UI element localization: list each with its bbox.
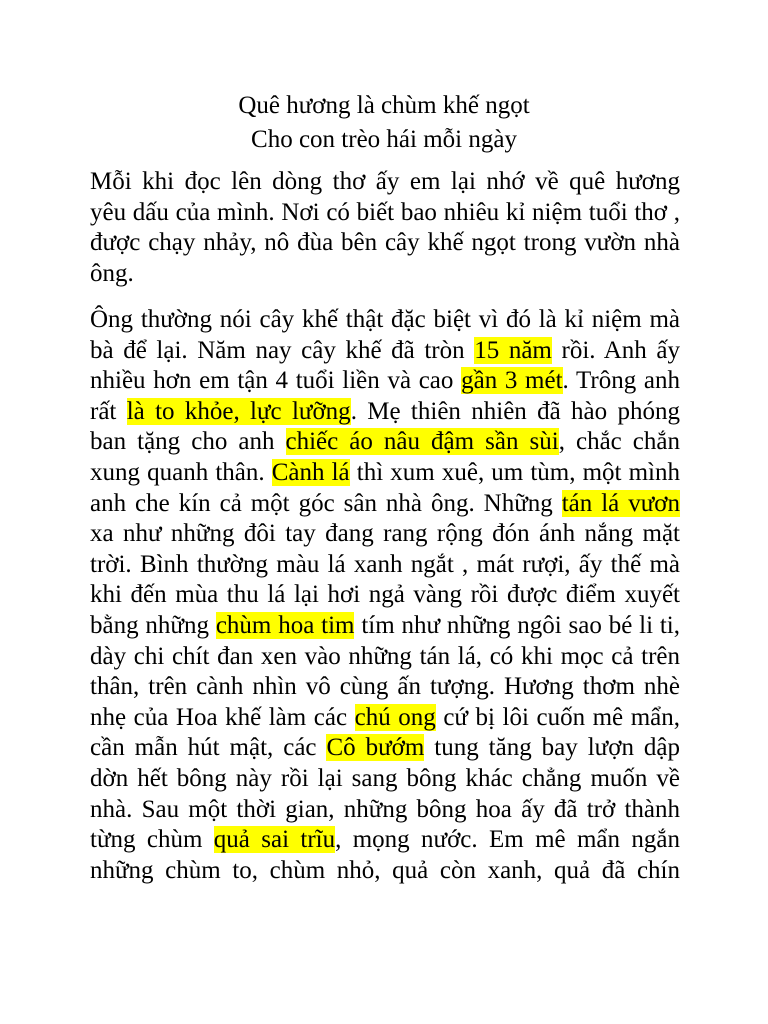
text-line	[90, 259, 680, 290]
text-line	[90, 519, 680, 550]
text-run: tím như những ngôi sao bé li ti,	[354, 611, 680, 639]
text-run: khi đến mùa thu lá lại hơi ngả vàng rồi được điểm xuyết	[90, 581, 680, 609]
text-line	[90, 733, 680, 764]
text-run: Mỗi khi đọc lên dòng thơ ấy em lại nhớ về quê hương	[90, 168, 680, 195]
text-run: anh che kín cả một góc sân nhà ông. Những	[90, 489, 562, 517]
text-line	[90, 336, 680, 367]
text-run: nhẹ của Hoa khế làm các	[90, 703, 355, 731]
text-line	[90, 825, 680, 856]
highlighted-phrase: chú ong	[354, 703, 436, 731]
text-line	[90, 642, 680, 673]
text-line	[90, 672, 680, 703]
text-run: xung quanh thân.	[90, 458, 272, 486]
highlighted-phrase: Cành lá	[271, 458, 350, 486]
text-run: thân, trên cành nhìn vô cùng ấn tượng. Hương thơm nhè	[90, 673, 680, 701]
text-line	[90, 366, 680, 397]
text-run: dờn hết bông này rồi lại sang bông khác chẳng muốn về	[90, 764, 680, 792]
text-run: , chắc chắn	[558, 428, 681, 456]
text-run: bằng những	[90, 611, 216, 639]
text-line	[90, 305, 680, 336]
highlighted-phrase: quả sai trĩu	[213, 826, 336, 854]
text-line	[90, 703, 680, 734]
text-run: nhà. Sau một thời gian, những bông hoa ấy đã trở thành	[90, 795, 680, 823]
highlighted-phrase: chùm hoa tim	[215, 611, 355, 639]
text-run: thì xum xuê, um tùm, một mình	[349, 458, 681, 486]
text-line	[90, 228, 680, 259]
text-run: . Mẹ thiên nhiên đã hào phóng	[350, 397, 680, 425]
text-line	[90, 427, 680, 458]
text-run: được chạy nhảy, nô đùa bên cây khế ngọt trong vườn nhà	[90, 229, 680, 257]
text-run: . Trông anh	[562, 367, 680, 395]
text-line	[90, 764, 680, 795]
highlighted-phrase: gần 3 mét	[461, 367, 563, 395]
text-run: những chùm to, chùm nhỏ, quả còn xanh, quả đã chín	[90, 856, 680, 884]
text-run: , mọng nước. Em mê mẩn ngắn	[335, 826, 680, 854]
text-run: dày chi chít đan xen vào những tán lá, có khi mọc cả trên	[90, 642, 680, 670]
text-line	[90, 167, 680, 198]
text-line	[90, 580, 680, 611]
text-line	[90, 458, 680, 489]
text-line	[90, 489, 680, 520]
text-run: rất	[90, 397, 127, 425]
text-run: ban tặng cho anh	[90, 428, 286, 456]
highlighted-phrase: chiếc áo nâu đậm sần sùi	[285, 428, 559, 456]
text-run: nhiều hơn em tận 4 tuổi liền và cao	[90, 367, 462, 395]
paragraph-intro	[90, 167, 680, 289]
highlighted-phrase: 15 năm	[474, 336, 552, 364]
text-line	[90, 198, 680, 229]
text-run: tung tăng bay lượn dập	[424, 734, 680, 762]
text-line	[90, 856, 680, 887]
text-run: cứ bị lôi cuốn mê mẩn,	[435, 703, 680, 731]
text-run: rồi. Anh ấy	[551, 336, 681, 364]
text-run: từng chùm	[90, 826, 214, 854]
poem-line-1: Quê hương là chùm khế ngọt	[238, 92, 530, 119]
text-line	[90, 550, 680, 581]
highlighted-phrase: Cô bướm	[326, 734, 425, 762]
text-run: cần mẫn hút mật, các	[90, 734, 327, 762]
poem-line-2: Cho con trèo hái mỗi ngày	[251, 126, 517, 153]
paragraph-description	[90, 305, 680, 886]
text-run: trời. Bình thường màu lá xanh ngắt , mát rượi, ấy thế mà	[90, 550, 680, 578]
text-line	[90, 611, 680, 642]
text-run: ông.	[90, 259, 134, 287]
text-line	[90, 397, 680, 428]
text-run: Ông thường nói cây khế thật đặc biệt vì đó là kỉ niệm mà	[90, 306, 680, 333]
text-run: bà để lại. Năm nay cây khế đã tròn	[90, 336, 475, 364]
text-run: xa như những đôi tay đang rang rộng đón ánh nắng mặt	[90, 520, 680, 548]
highlighted-phrase: là to khỏe, lực lưỡng	[126, 397, 351, 425]
highlighted-phrase: tán lá vươn	[561, 489, 680, 517]
text-line	[90, 795, 680, 826]
text-run: yêu dấu của mình. Nơi có biết bao nhiêu kỉ niệm tuổi thơ ,	[90, 198, 680, 226]
